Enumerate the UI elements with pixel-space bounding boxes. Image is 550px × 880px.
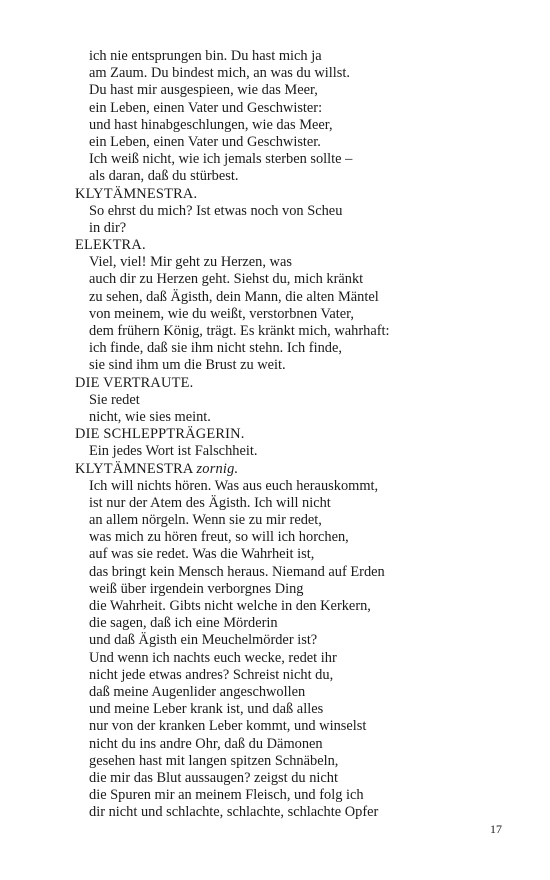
- verse-line: [75, 650, 515, 667]
- verse-line: [75, 168, 515, 185]
- verse-text: nicht du ins andre Ohr, daß du Dämonen: [89, 735, 323, 752]
- verse-text: Sie redet: [89, 391, 140, 408]
- verse-text: dem frühern König, trägt. Es kränkt mich, wahrhaft:: [89, 323, 390, 339]
- verse-line: [75, 615, 515, 632]
- verse-line: [75, 787, 515, 804]
- verse-text: Ich will nichts hören. Was aus euch herauskommt,: [89, 477, 379, 494]
- verse-line: [75, 770, 515, 787]
- verse-text: auf was sie redet. Was die Wahrheit ist,: [89, 546, 315, 563]
- verse-text: die Spuren mir an meinem Fleisch, und folg ich: [89, 787, 364, 804]
- verse-line: [75, 667, 515, 684]
- verse-line: [75, 151, 515, 168]
- verse-text: ein Leben, einen Vater und Geschwister:: [89, 99, 323, 116]
- verse-text: ein Leben, einen Vater und Geschwister.: [89, 133, 321, 150]
- speaker-label: ELEKTRA.: [75, 237, 146, 254]
- verse-line: [75, 271, 515, 288]
- verse-line: [75, 134, 515, 151]
- speaker-label: KLYTÄMNESTRA.: [75, 185, 198, 202]
- verse-line: [75, 684, 515, 701]
- verse-text: an allem nörgeln. Wenn sie zu mir redet,: [89, 512, 322, 529]
- verse-line: [75, 581, 515, 598]
- verse-line: [75, 323, 515, 340]
- verse-text: ist nur der Atem des Ägisth. Ich will nicht: [89, 494, 331, 511]
- verse-text: nur von der kranken Leber kommt, und winselst: [89, 718, 367, 735]
- verse-text: und meine Leber krank ist, und daß alles: [89, 701, 324, 718]
- verse-text: das bringt kein Mensch heraus. Niemand auf Erden: [89, 563, 385, 580]
- verse-text: gesehen hast mit langen spitzen Schnäbeln,: [89, 752, 339, 769]
- page-number: 17: [490, 822, 502, 836]
- verse-line: [75, 409, 515, 426]
- speaker-name: [75, 237, 515, 254]
- verse-text: Du hast mir ausgespieen, wie das Meer,: [89, 82, 318, 99]
- verse-line: [75, 632, 515, 649]
- verse-text: die sagen, daß ich eine Mörderin: [89, 615, 278, 632]
- speaker-label: KLYTÄMNESTRA: [75, 460, 193, 477]
- verse-text: daß meine Augenlider angeschwollen: [89, 683, 306, 700]
- verse-line: [75, 718, 515, 735]
- verse-text: am Zaum. Du bindest mich, an was du willst.: [89, 65, 350, 82]
- verse-line: [75, 48, 515, 65]
- verse-line: [75, 100, 515, 117]
- verse-line: [75, 495, 515, 512]
- verse-line: [75, 546, 515, 563]
- verse-text: nicht, wie sies meint.: [89, 408, 211, 425]
- verse-line: [75, 117, 515, 134]
- verse-text: und daß Ägisth ein Meuchelmörder ist?: [89, 632, 318, 649]
- verse-line: [75, 220, 515, 237]
- verse-line: [75, 701, 515, 718]
- verse-text: in dir?: [89, 219, 127, 236]
- verse-text: So ehrst du mich? Ist etwas noch von Scheu: [89, 202, 343, 219]
- verse-line: [75, 598, 515, 615]
- verse-text: zu sehen, daß Ägisth, dein Mann, die alten Mäntel: [89, 288, 379, 305]
- verse-text: Ich weiß nicht, wie ich jemals sterben sollte –: [89, 151, 353, 168]
- verse-text: nicht jede etwas andres? Schreist nicht du,: [89, 666, 334, 683]
- verse-text: weiß über irgendein verborgnes Ding: [89, 580, 304, 597]
- verse-line: [75, 392, 515, 409]
- verse-text: was mich zu hören freut, so will ich horchen,: [89, 529, 349, 546]
- verse-line: [75, 564, 515, 581]
- drama-text: [75, 48, 515, 821]
- verse-text: Ein jedes Wort ist Falschheit.: [89, 443, 258, 460]
- verse-line: [75, 357, 515, 374]
- verse-text: die Wahrheit. Gibts nicht welche in den Kerkern,: [89, 598, 371, 614]
- verse-line: [75, 804, 515, 821]
- verse-line: [75, 82, 515, 99]
- verse-line: [75, 443, 515, 460]
- verse-text: sie sind ihm um die Brust zu weit.: [89, 357, 286, 374]
- verse-line: [75, 65, 515, 82]
- verse-text: von meinem, wie du weißt, verstorbnen Vater,: [89, 305, 354, 322]
- verse-line: [75, 289, 515, 306]
- speaker-name: [75, 426, 515, 443]
- speaker-name: [75, 186, 515, 203]
- verse-line: [75, 529, 515, 546]
- speaker-name: [75, 461, 515, 478]
- verse-text: ich finde, daß sie ihm nicht stehn. Ich finde,: [89, 340, 342, 357]
- verse-line: [75, 753, 515, 770]
- verse-line: [75, 254, 515, 271]
- verse-text: dir nicht und schlachte, schlachte, schlachte Opfer: [89, 804, 379, 821]
- verse-text: als daran, daß du stürbest.: [89, 168, 239, 185]
- speaker-label: DIE SCHLEPPTRÄGERIN.: [75, 426, 245, 443]
- verse-line: [75, 306, 515, 323]
- verse-line: [75, 736, 515, 753]
- verse-line: [75, 478, 515, 495]
- verse-text: auch dir zu Herzen geht. Siehst du, mich kränkt: [89, 271, 364, 288]
- verse-line: [75, 512, 515, 529]
- stage-direction: zornig.: [196, 460, 239, 477]
- verse-text: Und wenn ich nachts euch wecke, redet ihr: [89, 649, 337, 666]
- verse-text: die mir das Blut aussaugen? zeigst du nicht: [89, 769, 338, 786]
- speaker-name: [75, 375, 515, 392]
- verse-line: [75, 340, 515, 357]
- verse-line: [75, 203, 515, 220]
- verse-text: Viel, viel! Mir geht zu Herzen, was: [89, 254, 292, 271]
- verse-text: und hast hinabgeschlungen, wie das Meer,: [89, 116, 333, 133]
- verse-text: ich nie entsprungen bin. Du hast mich ja: [89, 48, 322, 64]
- speaker-label: DIE VERTRAUTE.: [75, 374, 194, 391]
